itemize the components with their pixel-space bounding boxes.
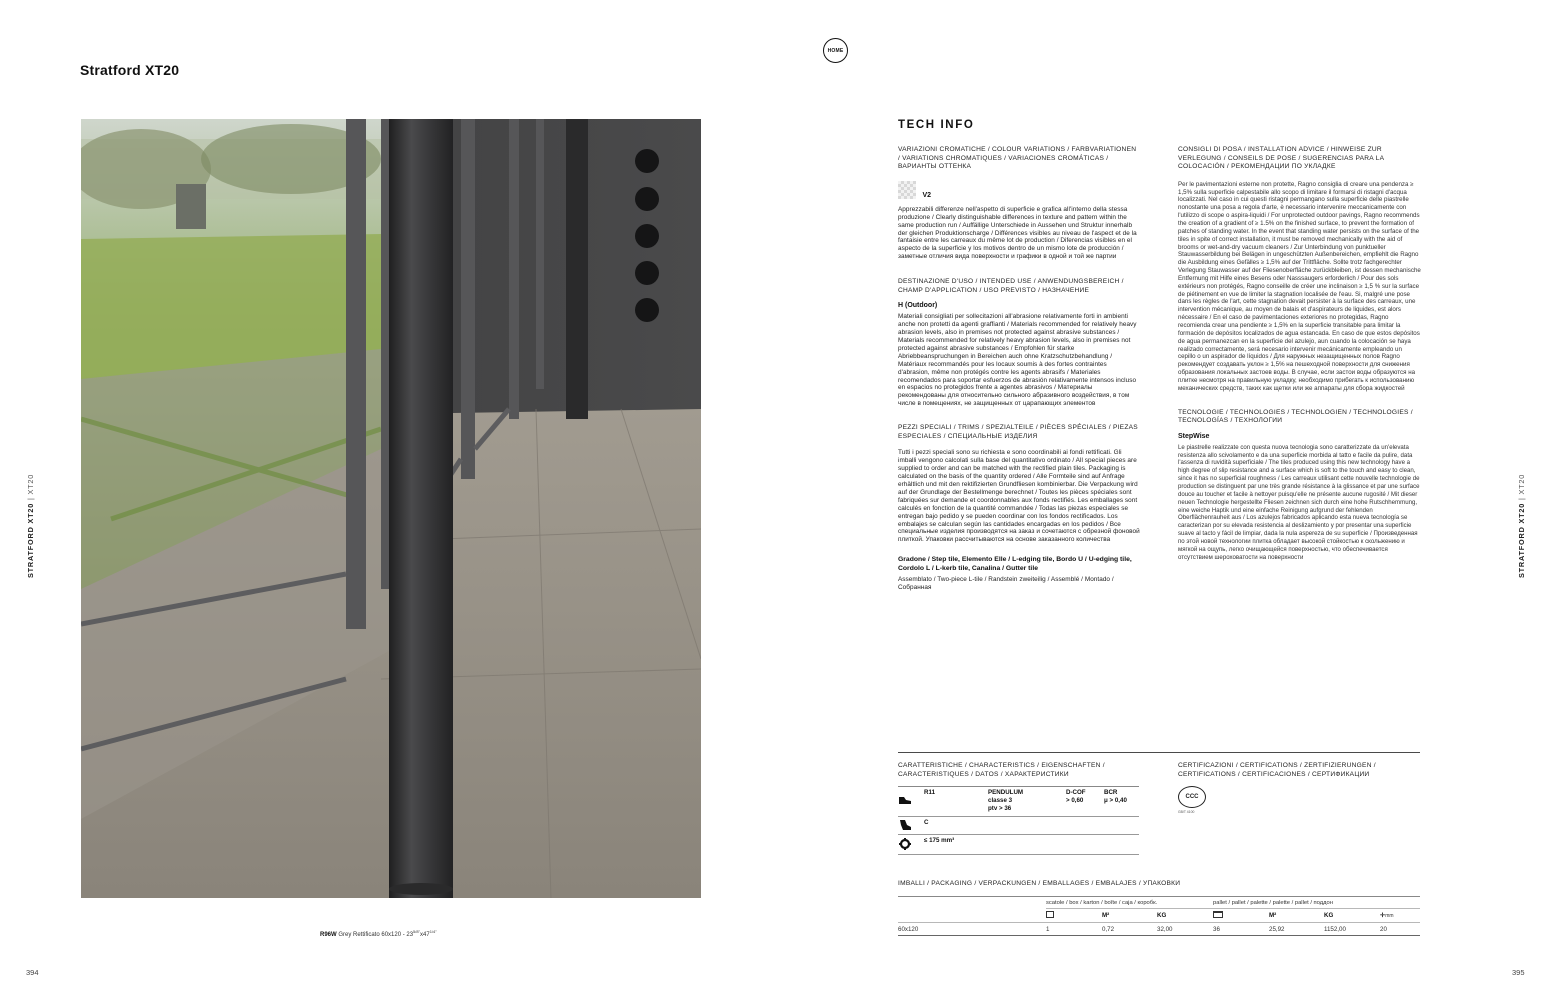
side-label-sep: |	[1517, 494, 1526, 503]
pendulum-ptv: ptv > 36	[988, 805, 1012, 813]
characteristics-row	[898, 817, 1139, 835]
box-pieces-icon	[1046, 911, 1054, 918]
box-group-label: scatole / box / karton / boîte / caja / коробк.	[1046, 900, 1158, 906]
intended-use-code: H (Outdoor)	[898, 302, 938, 310]
photo-caption	[320, 929, 437, 938]
characteristics-row	[898, 835, 1139, 855]
trims-heading: PEZZI SPECIALI / TRIMS / SPEZIALTEILE / PIÈCES SPÉCIALES / PIEZAS ESPECIALES / СПЕЦИАЛЬНЫЕ ИЗДЕЛИЯ	[898, 424, 1138, 440]
chemical-class: C	[924, 819, 929, 826]
characteristics-row	[898, 787, 1139, 817]
packaging-top-rule	[898, 896, 1420, 897]
tech-info-title: TECH INFO	[898, 119, 975, 131]
home-button[interactable]: HOME	[823, 38, 848, 63]
side-label-left	[26, 474, 35, 578]
intended-use-text: Materiali consigliati per sollecitazioni all'abrasione relativamente forti in ambienti anche non protetti da agenti graffianti / Materials recommended for relatively heavy abrasion levels, also in premises not protected against abrasive substances / Materials recommended for relatively heavy abrasion levels, also in premises not protected against abrasive substances / Empfohlen für starke Abriebbeanspruchungen in Bereichen auch ohne Kratzschutzbehandlung / Matériaux recommandés pour les locaux soumis à des fortes contraintes d'abrasion, même non protégés contre les agents abrasifs / Materiales recomendados para soportar esfuerzos de abrasión relativamente intensos incluso en espacios no protegidos frente a agentes abrasivos / Материалы рекомендованы для относительно сильного абразивного воздействия, в том числе в помещениях, не защищенных от царапающих элементов	[898, 313, 1137, 408]
colour-variations-heading: VARIAZIONI CROMATICHE / COLOUR VARIATIONS / FARBVARIATIONEN / VARIATIONS CHROMATIQUES / VARIACIONES CROMÁTICAS / ВАРИАНТЫ ОТТЕНКА	[898, 146, 1137, 171]
technology-name: StepWise	[1178, 432, 1210, 440]
side-label-right	[1517, 474, 1526, 578]
characteristics-heading: CARATTERISTICHE / CHARACTERISTICS / EIGENSCHAFTEN / CARACTERISTIQUES / DATOS / ХАРАКТЕРИСТИКИ	[898, 762, 1105, 778]
trims-assembled: Assemblato / Two-piece L-tile / Randstein zweiteilig / Assemblé / Montado / Собранная	[898, 576, 1114, 592]
packaging-header-rule	[898, 922, 1420, 923]
page-title: Stratford XT20	[80, 62, 180, 78]
bcr-value	[1104, 789, 1127, 805]
abrasion-value: ≤ 175 mm³	[924, 837, 955, 844]
variation-code: V2	[922, 191, 932, 199]
slip-class: R11	[924, 789, 936, 796]
caption-text: Grey Rettificato 60x120 - 23	[336, 932, 414, 938]
side-label-light: XT20	[26, 473, 35, 495]
packaging-bottom-rule	[898, 935, 1420, 936]
pallet-m2: 25,92	[1269, 926, 1285, 933]
trims-text: Tutti i pezzi speciali sono su richiesta e sono coordinabili ai fondi rettificati. Gli imballi vengono calcolati sulla base del quantitativo ordinato / All special pieces are supplied to order and can be matched with the rectified plain tiles. Packaging is calculated on the basis of the quantity ordered / Alle Formteile sind auf Anfrage erhältlich und mit den rektifizierten Grundfliesen kombinierbar. Die Verpackung wird auf der Grundlage der Bestellmenge berechnet / Toutes les pièces spéciales sont fabriquées sur demande et coordonnables aux fonds rectifiés. Les emballages sont calculés en fonction de la quantité commandée / Todas las piezas especiales se entregan bajo pedido y se pueden coordinar con los fondos rectificados. Los embalajes se calculan según las cantidades encargadas en los pedidos / Все специальные изделия производятся на заказ и сочетаются с обрезной фоновой плиткой. Упаковки рассчитываются на основе заказанного количества	[898, 449, 1140, 544]
pallet-group-label: pallet / pallet / palette / palette / pallet / поддон	[1213, 900, 1333, 906]
section-divider	[898, 752, 1420, 753]
pack-m2: 0,72	[1102, 926, 1115, 933]
packaging-group-rule	[1046, 908, 1420, 909]
packaging-heading: IMBALLI / PACKAGING / VERPACKUNGEN / EMBALLAGES / EMBALAJES / УПАКОВКИ	[898, 880, 1181, 887]
side-label-bold: STRATFORD XT20	[1517, 502, 1526, 578]
thickness-header	[1380, 912, 1394, 919]
box-kg-header: KG	[1157, 912, 1167, 919]
pallet-kg: 1152,00	[1324, 926, 1346, 933]
thickness-unit: mm	[1385, 913, 1394, 919]
heel-icon	[898, 819, 912, 831]
variation-swatch-icon	[898, 181, 916, 199]
trims-items: Gradone / Step tile, Elemento Elle / L-edging tile, Bordo U / U-edging tile, Cordolo L / L-kerb tile, Canalina / Gutter tile	[898, 556, 1132, 572]
dcof-value	[1066, 789, 1086, 805]
installation-heading: CONSIGLI DI POSA / INSTALLATION ADVICE / HINWEISE ZUR VERLEGUNG / CONSEILS DE POSE / SUGERENCIAS PARA LA COLOCACIÓN / РЕКОМЕНДАЦИИ ПО УКЛАДКЕ	[1178, 146, 1384, 171]
colour-variations-text: Apprezzabili differenze nell'aspetto di superficie e grafica all'interno della stessa produzione / Clearly distinguishable differences in texture and pattern within the same production run / Auffällige Unterschiede in Aussehen und Struktur innerhalb der gleichen Produktionscharge / Différences visibles au niveau de l'aspect et de la fantaisie entre les carreaux du même lot de production / Diferencias visibles en el aspecto de la superficie y los motivos dentro de un mismo lote de producción / заметные отличия вида поверхности и графики в одной и той же партии	[898, 205, 1137, 261]
caption-sup-2: 1/4"	[429, 929, 437, 934]
thickness-mm: 20	[1380, 926, 1387, 933]
side-label-light: XT20	[1517, 473, 1526, 495]
product-photo	[81, 119, 701, 898]
tech-column-right	[1178, 146, 1421, 561]
pallet-kg-header: KG	[1324, 912, 1334, 919]
caption-sup-1: 5/8"	[413, 929, 421, 934]
page-number-left: 394	[26, 968, 39, 977]
pallet-m2-header: M²	[1269, 912, 1277, 919]
thickness-icon: ✛	[1380, 912, 1386, 919]
caption-code: R96W	[320, 932, 337, 938]
ccc-mark-caption: GB/T 4100	[1178, 810, 1195, 814]
dcof-label: D-COF	[1066, 789, 1086, 796]
pallet-boxes-icon	[1213, 911, 1223, 918]
dcof-number: > 0,60	[1066, 797, 1084, 805]
pendulum-class: classe 3	[988, 797, 1013, 805]
installation-text: Per le pavimentazioni esterne non protette, Ragno consiglia di creare una pendenza ≥ 1,5% sulla superficie calpestabile allo scopo di limitare il formarsi di ristagni d'acqua localizzati. Nel caso in cui questi ristagni permangano sulla superficie delle piastrelle nonostante una posa a regola d'arte, è necessario intervenire meccanicamente con l'utilizzo di scope o aspira-liquidi / For unprotected outdoor pavings, Ragno recommends the creation of a gradient of ≥ 1.5% on the finished surface, to prevent the formation of patches of standing water. In the event that standing water persists on the surface of the tiles in spite of correct installation, it must be removed mechanically with the aid of brooms or wet-and-dry vacuum cleaners / Zur Unterbindung von punktueller Stauwasserbildung bei Belägen in ungeschützten Außenbereichen, empfiehlt die Ragno die Ausbildung eines Gefälles ≥ 1,5% auf der Trittfläche. Sollte trotz fachgerechter Verlegung Stauwasser auf der Fliesenoberfläche zurückbleiben, ist dessen mechanische Entfernung mit Hilfe eines Besens oder Nasssaugers erforderlich / Pour des sols extérieurs non protégés, Ragno conseille de créer une inclinaison ≥ 1,5 % sur la surface de piétinement en vue de limiter la stagnation localisée de l'eau. Si, malgré une pose dans les règles de l'art, cette stagnation devait persister à la surface des carreaux, une intervention mécanique, au moyen de balais et d'aspirateurs de liquides, est alors nécessaire / En el caso de pavimentaciones exteriores no protegidas, Ragno recomienda crear una pendiente ≥ 1,5% en la superficie transitable para limitar la formación de depósitos localizados de agua estancada. En caso de que estos depósitos de agua permanezcan en la superficie del azulejo, aun cuando la colocación se haya realizado correctamente, será necesario intervenir mecánicamente empleando un cepillo o un aspirador de líquidos / Для наружных незащищенных полов Ragno рекомендует создавать уклон ≥ 1,5% на пешеходной поверхности для снижения образования локальных застоев воды. В случае, если застои воды образуются на плитке несмотря на правильную укладку, необходимо прибегать к использованию механических средств, таких как щетки или же аппараты для сбора жидкостей	[1178, 180, 1421, 392]
page-number-right: 395	[1512, 968, 1525, 977]
ccc-mark-icon: CCC	[1178, 786, 1206, 808]
side-label-sep: |	[26, 494, 35, 503]
bcr-number: μ > 0,40	[1104, 797, 1127, 805]
box-m2-header: M²	[1102, 912, 1110, 919]
gear-icon	[898, 838, 912, 850]
caption-mid: x47	[420, 932, 430, 938]
shoe-icon	[898, 793, 912, 805]
pallet-boxes: 36	[1213, 926, 1220, 933]
pendulum-label: PENDULUM	[988, 789, 1024, 796]
pendulum-value	[988, 789, 1023, 814]
pack-size: 60x120	[898, 926, 919, 933]
bcr-label: BCR	[1104, 789, 1118, 796]
intended-use-heading: DESTINAZIONE D'USO / INTENDED USE / ANWENDUNGSBEREICH / CHAMP D'APPLICATION / USO PREVISTO / НАЗНАЧЕНИЕ	[898, 278, 1124, 294]
side-label-bold: STRATFORD XT20	[26, 502, 35, 578]
technologies-heading: TECNOLOGIE / TECHNOLOGIES / TECHNOLOGIEN / TECHNOLOGIES / TECNOLOGÍAS / ТЕХНОЛОГИИ	[1178, 408, 1413, 425]
pack-kg: 32,00	[1157, 926, 1173, 933]
technology-text: Le piastrelle realizzate con questa nuova tecnologia sono caratterizzate da un'elevata resistenza allo scivolamento e da una superficie morbida al tatto e facile da pulire, data l'assenza di ruvidità superficiale / The tiles produced using this new technology have a high degree of slip resistance and a surface which is soft to the touch and easy to clean, since it has no superficial roughness / Les carreaux utilisant cette nouvelle technologie de production se distinguent par une très grande résistance à la glissance et par une surface douce au toucher et facile à nettoyer puisqu'elle ne présente aucune rugosité / Mit dieser neuen Technologie hergestellte Fliesen zeichnen sich durch eine hohe Rutschhemmung, eine weiche Haptik und eine einfache Reinigung aufgrund der fehlenden Oberflächenrauheit aus / Los azulejos fabricados aplicando esta nueva tecnología se caracterizan por su elevada resistencia al deslizamiento y por presentar una superficie suave al tacto y fácil de limpiar, dada la nula aspereza de su superficie / Произведенная по этой новой технологии плитка обладает высокой стойкостью к скольжению и мягкой на ощупь, легко очищающейся поверхностью, что обеспечивается отсутствием шероховатости на поверхности	[1178, 443, 1420, 561]
certifications-heading: CERTIFICAZIONI / CERTIFICATIONS / ZERTIFIZIERUNGEN / CERTIFICATIONS / CERTIFICACIONES / СЕРТИФИКАЦИИ	[1178, 762, 1376, 778]
tech-column-left	[898, 146, 1140, 592]
pack-pieces: 1	[1046, 926, 1050, 933]
